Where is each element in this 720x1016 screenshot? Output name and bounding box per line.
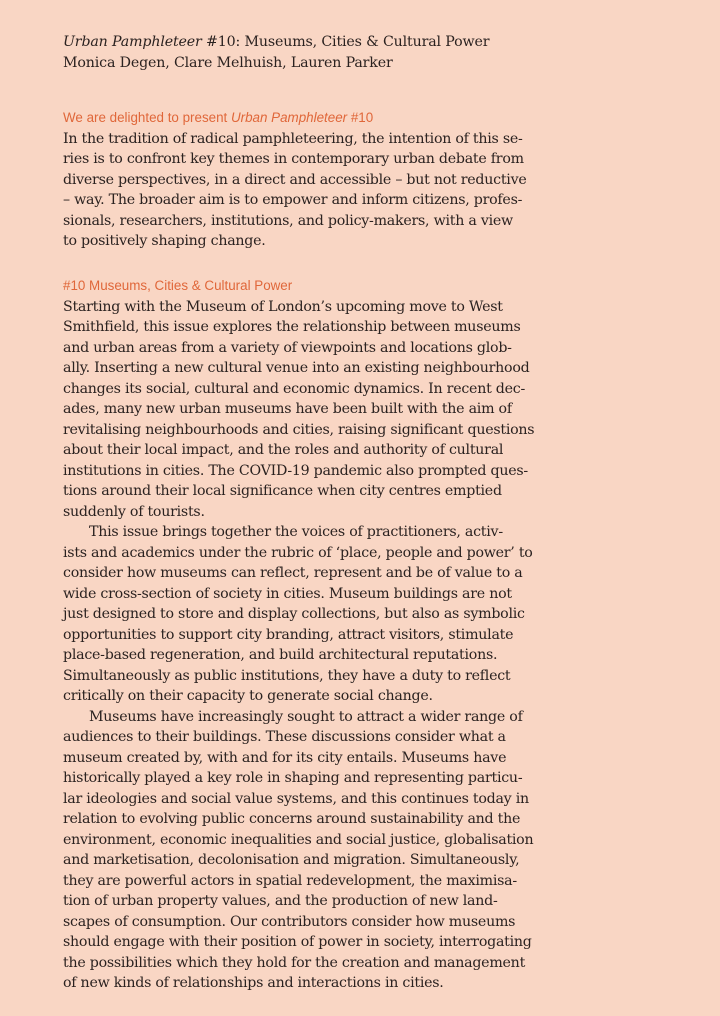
text-line: ally. Inserting a new cultural venue into an existing neighbourhood: [63, 360, 530, 376]
text-line: tion of urban property values, and the production of new land-: [63, 893, 498, 909]
text-line: audiences to their buildings. These discussions consider what a: [63, 729, 506, 745]
text-line: ries is to confront key themes in contemporary urban debate from: [63, 151, 524, 167]
text-line: to positively shaping change.: [63, 233, 266, 249]
text-line: revitalising neighbourhoods and cities, raising significant questions: [63, 421, 535, 438]
intro-section: [63, 108, 527, 252]
intro-heading-italic: Urban Pamphleteer: [230, 110, 348, 125]
text-line: place-based regeneration, and build architectural reputations.: [63, 647, 498, 663]
intro-heading-prefix: We are delighted to present: [63, 110, 231, 125]
issue-heading: #10 Museums, Cities & Cultural Power: [63, 278, 293, 293]
issue-paragraph-1: [63, 297, 535, 523]
text-line: about their local impact, and the roles and authority of cultural: [63, 442, 504, 458]
text-line: ists and academics under the rubric of ‘place, people and power’ to: [63, 544, 533, 561]
text-line: consider how museums can reflect, represent and be of value to a: [63, 565, 523, 581]
text-line: tions around their local significance when city centres emptied: [63, 483, 502, 499]
intro-heading: [63, 108, 523, 129]
issue-section: [63, 276, 535, 994]
text-line: suddenly of tourists.: [63, 503, 205, 520]
publication-name: Urban Pamphleteer: [63, 34, 202, 50]
text-line: opportunities to support city branding, attract visitors, stimulate: [63, 626, 514, 643]
text-line: – way. The broader aim is to empower and inform citizens, profes-: [63, 192, 523, 208]
text-line: scapes of consumption. Our contributors consider how museums: [63, 913, 516, 930]
text-line: Smithfield, this issue explores the relationship between museums: [63, 319, 521, 335]
title-rest: #10: Museums, Cities & Cultural Power: [201, 34, 490, 50]
text-line: environment, economic inequalities and social justice, globalisation: [63, 831, 534, 848]
text-line: of new kinds of relationships and interactions in cities.: [63, 975, 444, 991]
text-line: should engage with their position of power in society, interrogating: [63, 934, 532, 950]
text-line: diverse perspectives, in a direct and accessible – but not reductive: [63, 171, 527, 188]
text-line: critically on their capacity to generate social change.: [63, 688, 433, 704]
text-line: museum created by, with and for its city entails. Museums have: [63, 749, 507, 766]
text-line: This issue brings together the voices of practitioners, activ-: [89, 524, 503, 540]
text-line: and urban areas from a variety of viewpoints and locations glob-: [63, 339, 512, 356]
text-line: Simultaneously as public institutions, they have a duty to reflect: [63, 667, 511, 684]
text-line: the possibilities which they hold for the creation and management: [63, 954, 526, 971]
document-header: [63, 32, 523, 73]
intro-paragraph: [63, 129, 527, 252]
text-line: sionals, researchers, institutions, and policy-makers, with a view: [63, 212, 513, 229]
text-line: relation to evolving public concerns around sustainability and the: [63, 811, 521, 827]
text-line: historically played a key role in shaping and representing particu-: [63, 770, 523, 786]
text-line: Starting with the Museum of London’s upcoming move to West: [63, 298, 503, 315]
page: [63, 32, 535, 991]
issue-paragraph-2: [63, 522, 533, 707]
text-line: institutions in cities. The COVID-19 pandemic also prompted ques-: [63, 462, 528, 479]
text-line: In the tradition of radical pamphleteering, the intention of this se-: [63, 130, 523, 147]
text-line: ades, many new urban museums have been built with the aim of: [63, 401, 512, 417]
text-line: changes its social, cultural and economic dynamics. In recent dec-: [63, 380, 526, 397]
document-title: [63, 32, 523, 53]
intro-heading-suffix: #10: [347, 110, 374, 125]
text-line: wide cross-section of society in cities. Museum buildings are not: [63, 585, 512, 602]
text-line: lar ideologies and social value systems, and this continues today in: [63, 790, 529, 807]
text-line: and marketisation, decolonisation and migration. Simultaneously,: [63, 852, 520, 868]
text-line: they are powerful actors in spatial redevelopment, the maximisa-: [63, 872, 517, 889]
text-line: Museums have increasingly sought to attract a wider range of: [89, 708, 523, 725]
authors: Monica Degen, Clare Melhuish, Lauren Parker: [63, 54, 393, 71]
text-line: just designed to store and display collections, but also as symbolic: [63, 606, 525, 622]
issue-paragraph-3: [63, 707, 534, 994]
